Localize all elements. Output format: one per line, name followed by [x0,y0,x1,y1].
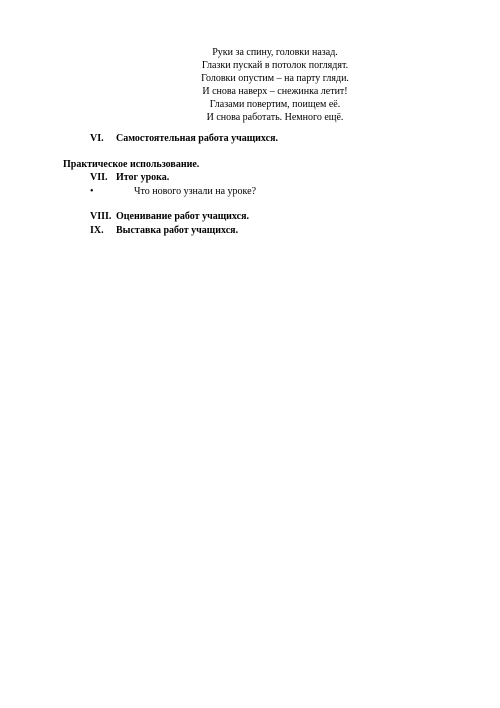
section-title: Итог урока. [116,172,170,183]
section-number: VI. [90,133,104,144]
poem-line: Руки за спину, головки назад. [212,47,338,58]
heading-text: Практическое использование. [63,159,200,170]
poem-line: Головки опустим – на парту гляди. [201,73,349,84]
section-title: Выставка работ учащихся. [116,225,239,236]
section-title: Самостоятельная работа учащихся. [116,133,278,144]
section-title: Оценивание работ учащихся. [116,211,249,222]
poem-line: И снова работать. Немного ещё. [206,112,344,123]
section-number: VII. [90,172,108,183]
poem-line: Глазами повертим, поищем её. [209,99,341,110]
bullet-icon: • [90,186,94,197]
poem-line: Глазки пускай в потолок поглядят. [201,60,349,71]
poem-line: И снова наверх – снежинка летит! [202,86,348,97]
bullet-text: Что нового узнали на уроке? [134,186,257,197]
section-number: VIII. [90,211,112,222]
practical-use-heading [63,159,199,171]
poem-block [0,46,500,124]
section-number: IX. [90,225,104,236]
